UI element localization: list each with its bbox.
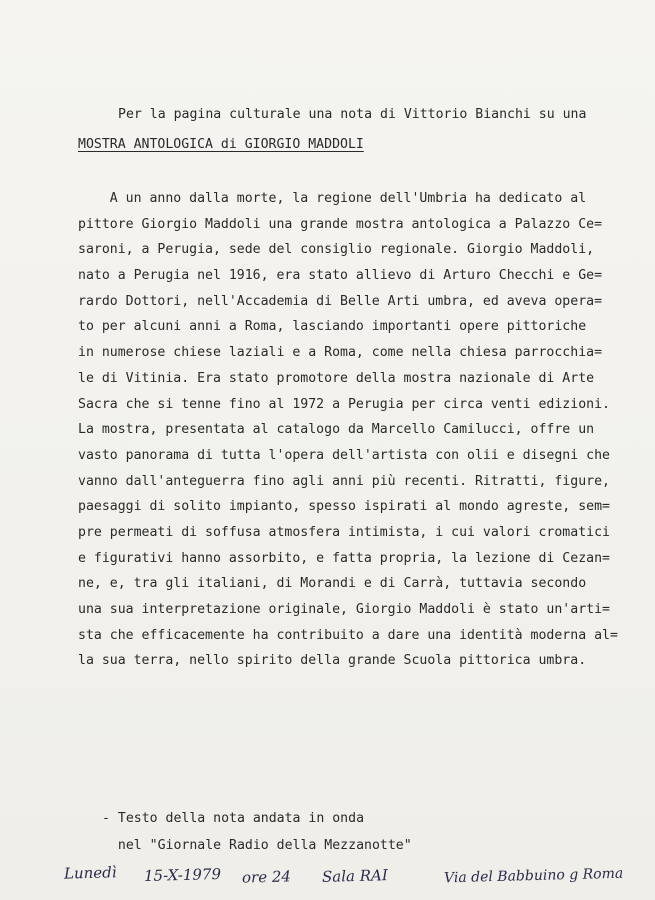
document-title: MOSTRA ANTOLOGICA di GIORGIO MADDOLI — [78, 137, 364, 152]
body-line: rardo Dottori, nell'Accademia di Belle Arti umbra, ed aveva opera= — [78, 293, 603, 309]
body-line: paesaggi di solito impianto, spesso ispirati al mondo agreste, sem= — [78, 499, 610, 515]
body-line: La mostra, presentata al catalogo da Marcello Camilucci, offre un — [78, 422, 595, 438]
body-line: e figurativi hanno assorbito, e fatta propria, la lezione di Cezan= — [78, 550, 610, 566]
body-line: A un anno dalla morte, la regione dell'Umbria ha dedicato al — [78, 191, 587, 206]
body-line: sta che efficacemente ha contribuito a dare una identità moderna al= — [78, 627, 618, 643]
handwritten-day: Lunedì — [63, 863, 117, 883]
handwritten-time: ore 24 — [241, 867, 292, 887]
body-line: una sua interpretazione originale, Giorgio Maddoli è stato un'arti= — [78, 602, 610, 617]
body-line: saroni, a Perugia, sede del consiglio regionale. Giorgio Maddoli, — [78, 242, 595, 258]
body-line: ne, e, tra gli italiani, di Morandi e di Carrà, tuttavia secondo — [78, 576, 587, 592]
handwritten-date: 15-X-1979 — [143, 864, 222, 886]
body-line: in numerose chiese laziali e a Roma, come nella chiesa parrocchia= — [78, 345, 603, 361]
footer-note-line-1: - Testo della nota andata in onda — [102, 811, 365, 826]
body-line: nato a Perugia nel 1916, era stato allievo di Arturo Checchi e Ge= — [78, 268, 603, 284]
body-line: pittore Giorgio Maddoli una grande mostra antologica a Palazzo Ce= — [78, 216, 603, 232]
document-body — [78, 191, 638, 679]
body-line: Sacra che si tenne fino al 1972 a Perugia per circa venti edizioni. — [78, 396, 610, 412]
body-line: vanno dall'anteguerra fino agli anni più recenti. Ritratti, figure, — [78, 473, 610, 489]
handwritten-annotation — [0, 860, 655, 900]
document-heading: Per la pagina culturale una nota di Vittorio Bianchi su una — [118, 107, 587, 122]
body-line: to per alcuni anni a Roma, lasciando importanti opere pittoriche — [78, 319, 587, 335]
body-line: la sua terra, nello spirito della grande Scuola pittorica umbra. — [78, 653, 587, 669]
handwritten-place: Sala RAI — [321, 866, 389, 886]
footer-note-line-2: nel "Giornale Radio della Mezzanotte" — [102, 838, 412, 853]
body-line: le di Vitinia. Era stato promotore della mostra nazionale di Arte — [78, 370, 595, 386]
body-line: vasto panorama di tutta l'opera dell'artista con olii e disegni che — [78, 447, 610, 463]
handwritten-address: Via del Babbuino g Roma — [443, 865, 624, 887]
body-line: pre permeati di soffusa atmosfera intimista, i cui valori cromatici — [78, 524, 610, 540]
